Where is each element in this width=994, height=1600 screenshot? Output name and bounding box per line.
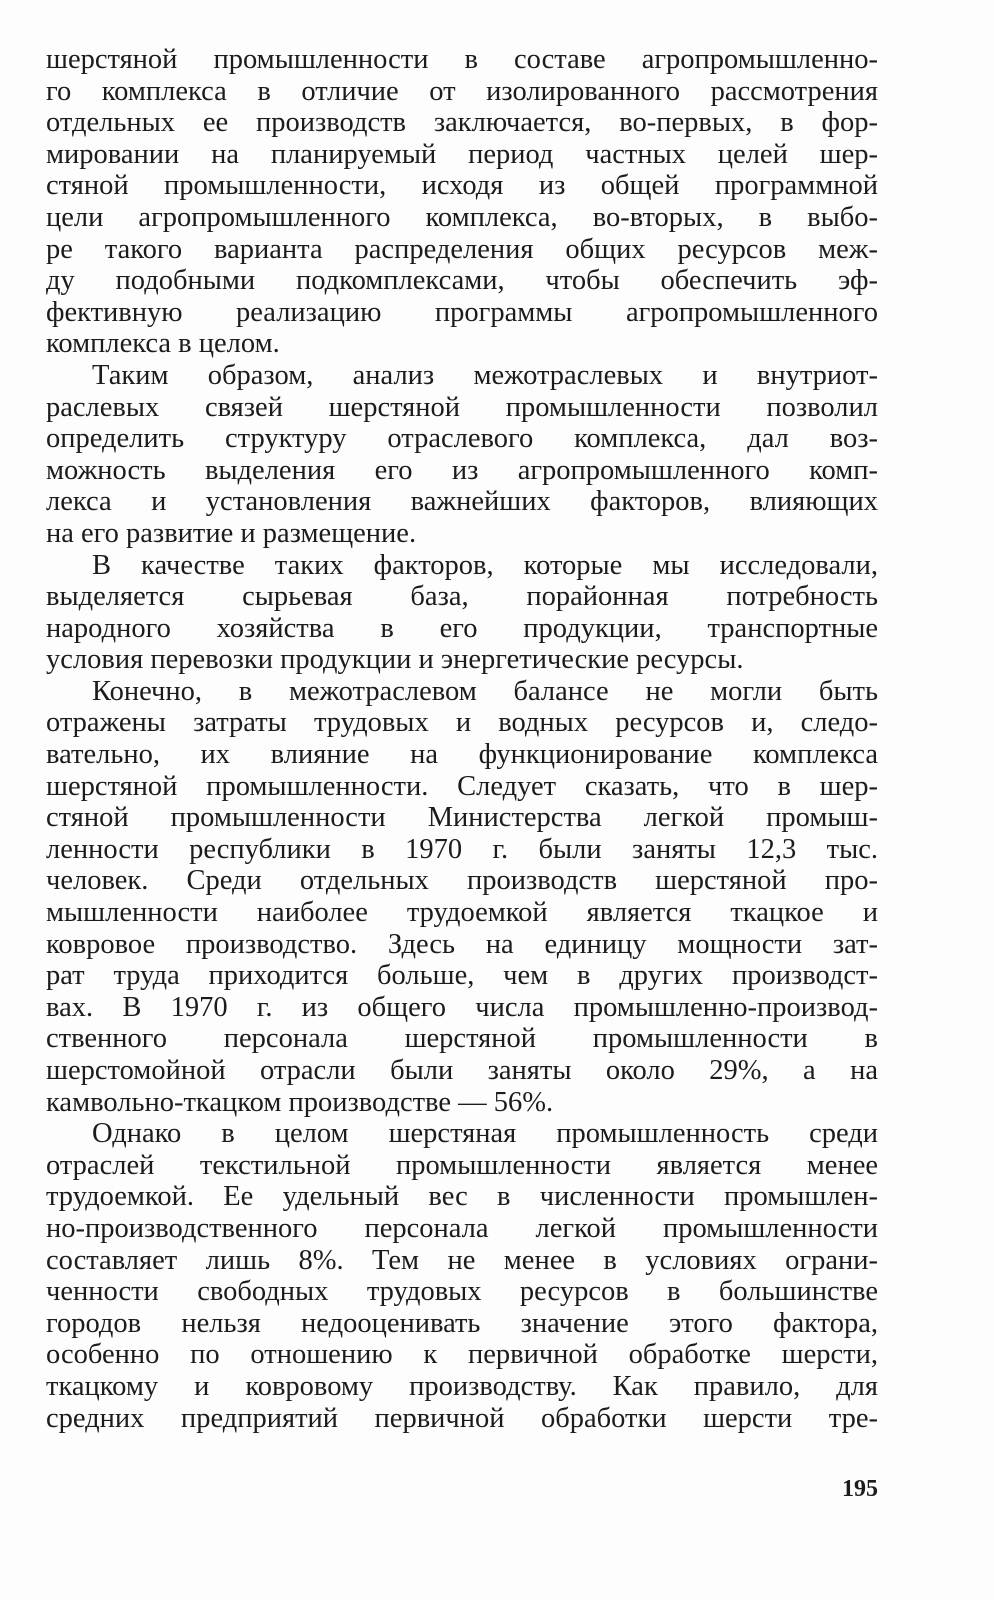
text-line: условия перевозки продукции и энергетические ресурсы. (46, 644, 744, 676)
text-line: ковровое производство. Здесь на единицу мощности зат- (46, 928, 878, 960)
text-line: человек. Среди отдельных производств шерстяной про- (46, 865, 878, 897)
text-line: раслевых связей шерстяной промышленности позволил (46, 391, 878, 423)
text-line: составляет лишь 8%. Тем не менее в условиях ограни- (46, 1244, 878, 1276)
text-line: В качестве таких факторов, которые мы исследовали, (92, 549, 878, 581)
text-line: лекса и установления важнейших факторов, влияющих (46, 486, 878, 518)
text-line: Конечно, в межотраслевом балансе не могли быть (92, 675, 878, 707)
text-line: выделяется сырьевая база, порайонная потребность (46, 581, 878, 613)
text-line: отраслей текстильной промышленности является менее (46, 1149, 878, 1181)
text-line: камвольно-ткацком производстве — 56%. (46, 1086, 554, 1118)
text-line: особенно по отношению к первичной обработке шерсти, (46, 1339, 878, 1371)
text-line: стяной промышленности Министерства легкой промыш- (46, 802, 878, 834)
text-line: можность выделения его из агропромышленного комп- (46, 454, 878, 486)
text-line: ткацкому и ковровому производству. Как правило, для (46, 1370, 878, 1402)
text-line: ственного персонала шерстяной промышленности в (46, 1023, 878, 1055)
text-line: отдельных ее производств заключается, во-первых, в фор- (46, 107, 878, 139)
paragraph (46, 550, 878, 676)
text-line: рат труда приходится больше, чем в других производст- (46, 960, 878, 992)
text-line: ре такого варианта распределения общих ресурсов меж- (46, 233, 878, 265)
text-line: стяной промышленности, исходя из общей программной (46, 170, 878, 202)
text-line: народного хозяйства в его продукции, транспортные (46, 612, 878, 644)
paragraph (46, 360, 878, 550)
text-line: мышленности наиболее трудоемкой является ткацкое и (46, 897, 878, 929)
text-line: ду подобными подкомплексами, чтобы обеспечить эф- (46, 265, 878, 297)
text-line: цели агропромышленного комплекса, во-вторых, в выбо- (46, 201, 878, 233)
paragraph (46, 44, 878, 360)
text-line: мировании на планируемый период частных целей шер- (46, 138, 878, 170)
text-line: на его развитие и размещение. (46, 517, 417, 549)
text-line: фективную реализацию программы агропромышленного (46, 296, 878, 328)
text-line: определить структуру отраслевого комплекса, дал воз- (46, 423, 878, 455)
text-line: шерстяной промышленности в составе агропромышленно- (46, 44, 878, 75)
paragraph (46, 1118, 878, 1434)
text-line: отражены затраты трудовых и водных ресурсов и, следо- (46, 707, 878, 739)
text-line: ленности республики в 1970 г. были заняты 12,3 тыс. (46, 833, 878, 865)
text-line: Однако в целом шерстяная промышленность среди (92, 1118, 878, 1150)
text-line: трудоемкой. Ее удельный вес в численности промышлен- (46, 1181, 878, 1213)
text-line: Таким образом, анализ межотраслевых и внутриот- (92, 359, 878, 391)
text-line: комплекса в целом. (46, 328, 280, 360)
paragraph (46, 676, 878, 1118)
text-line: вательно, их влияние на функционирование комплекса (46, 739, 878, 771)
body-text (46, 44, 878, 1434)
text-line: городов нельзя недооценивать значение этого фактора, (46, 1307, 878, 1339)
text-line: вах. В 1970 г. из общего числа промышленно-производ- (46, 991, 878, 1023)
text-line: шерстомойной отрасли были заняты около 29%, а на (46, 1055, 878, 1086)
text-line: средних предприятий первичной обработки шерсти тре- (46, 1402, 878, 1434)
text-line: го комплекса в отличие от изолированного рассмотрения (46, 75, 878, 107)
text-line: но-производственного персонала легкой промышленности (46, 1212, 878, 1244)
text-line: шерстяной промышленности. Следует сказать, что в шер- (46, 770, 878, 802)
text-line: ченности свободных трудовых ресурсов в большинстве (46, 1276, 878, 1308)
page-number: 195 (842, 1476, 878, 1502)
